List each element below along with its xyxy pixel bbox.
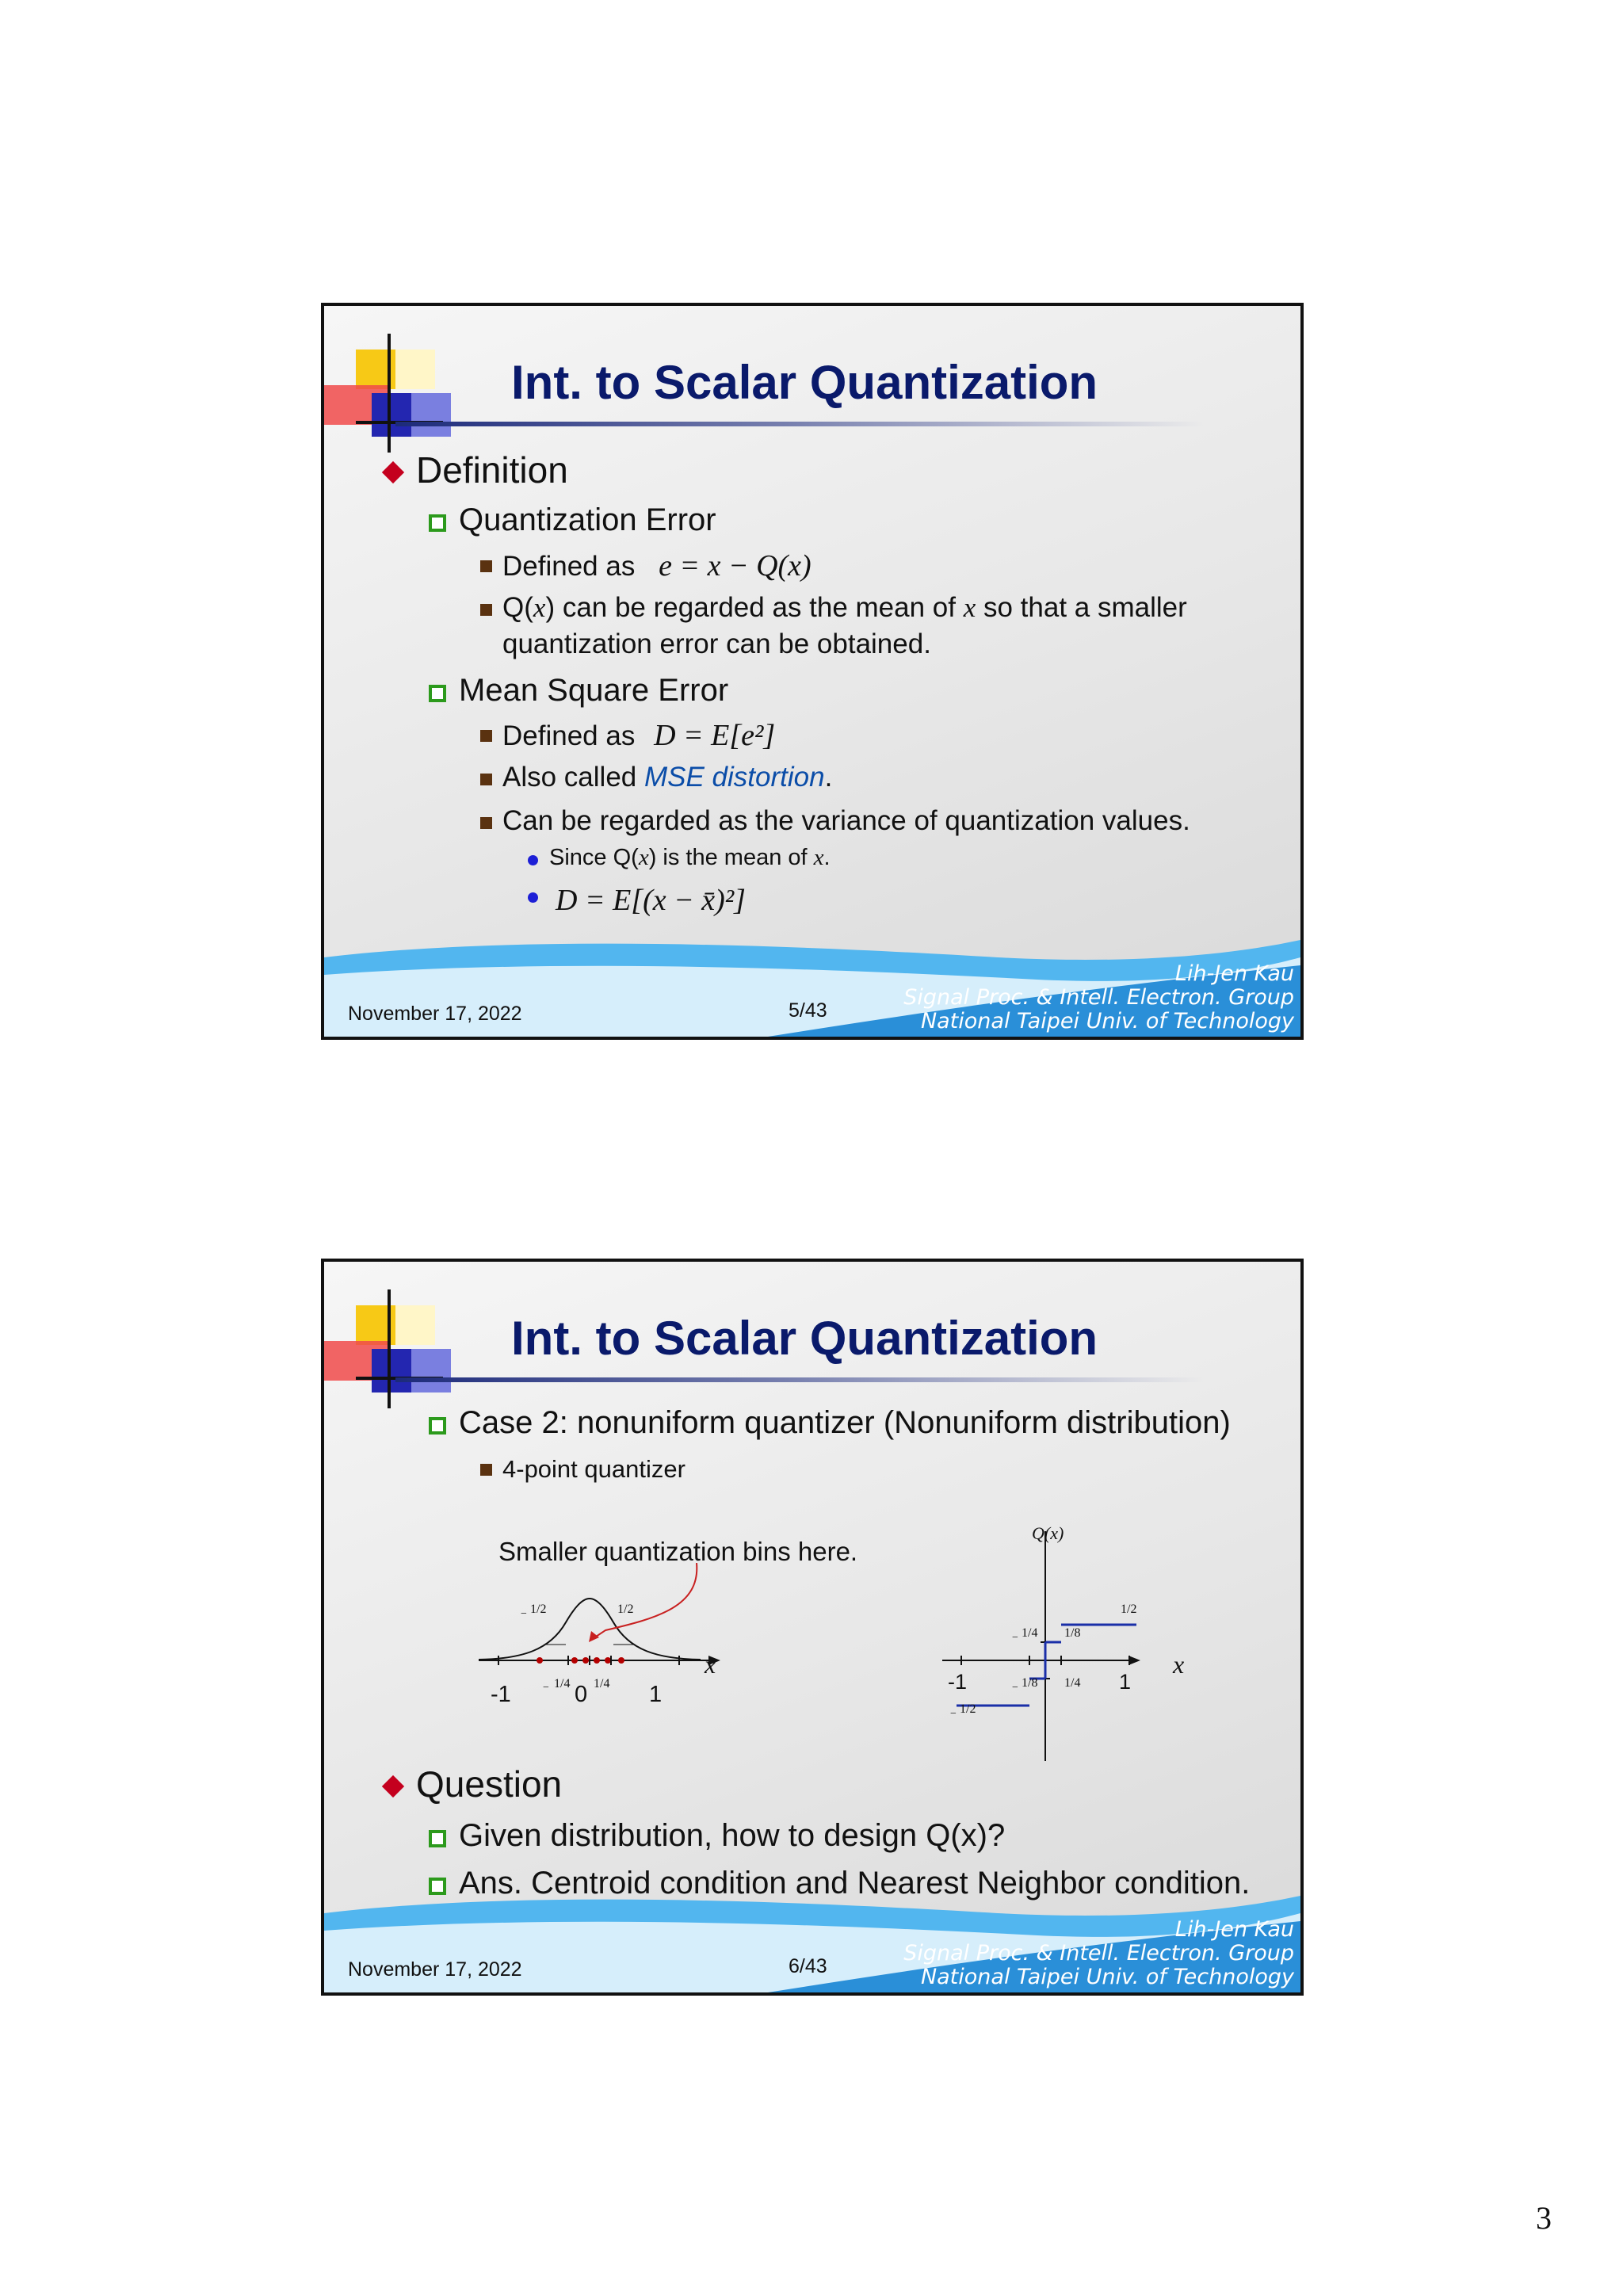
right-axis-x-label: x <box>1173 1650 1185 1679</box>
slide-logo-icon <box>324 1262 459 1412</box>
right-frac-neg-eighth: 1/8 <box>1022 1676 1038 1690</box>
diamond-bullet-icon <box>382 461 404 483</box>
right-tick-1: 1 <box>1119 1670 1132 1694</box>
square-bullet-icon <box>429 685 446 702</box>
text-part: ) is the mean of <box>648 845 814 870</box>
solid-bullet-icon <box>480 1464 492 1476</box>
author-name: Lih-Jen Kau <box>1174 1917 1294 1942</box>
right-frac-half-pos: 1/2 <box>1121 1603 1137 1616</box>
author-school: National Taipei Univ. of Technology <box>920 1009 1294 1033</box>
right-frac-pos-eighth: 1/8 <box>1064 1626 1081 1640</box>
left-half-minus: − <box>521 1608 527 1620</box>
slide-title: Int. to Scalar Quantization <box>511 1312 1098 1365</box>
left-half-pos: 1/2 <box>617 1603 634 1616</box>
left-tick-minus-1: -1 <box>491 1682 511 1707</box>
left-frac-quarter: 1/4 <box>594 1677 610 1690</box>
bullet-since-q <box>549 845 831 871</box>
bullet-variance: Can be regarded as the variance of quantization values. <box>502 805 1190 836</box>
slide-6 <box>321 1259 1304 1996</box>
author-school: National Taipei Univ. of Technology <box>920 1965 1294 1989</box>
solid-bullet-icon <box>480 730 492 742</box>
right-frac-half-neg: 1/2 <box>960 1702 976 1716</box>
author-name: Lih-Jen Kau <box>1174 961 1294 986</box>
right-frac-minus: − <box>1012 1682 1018 1694</box>
left-tick-0: 0 <box>575 1682 588 1707</box>
bullet-given-distribution: Given distribution, how to design Q(x)? <box>459 1818 1006 1853</box>
title-rule <box>395 1377 1204 1382</box>
dot-bullet-icon <box>528 892 538 903</box>
left-half-neg: 1/2 <box>530 1603 547 1616</box>
dot-bullet-icon <box>528 855 538 865</box>
slide-logo-icon <box>324 306 459 457</box>
text-part: . <box>823 845 831 870</box>
slide-5 <box>321 303 1304 1040</box>
text-part: . <box>824 762 833 793</box>
solid-bullet-icon <box>480 604 492 616</box>
bullet-mean-square-error: Mean Square Error <box>459 673 729 708</box>
title-rule <box>395 422 1204 426</box>
page-number: 3 <box>1536 2200 1552 2236</box>
text-part: ) can be regarded as the mean of <box>545 592 964 623</box>
bullet-4-point: 4-point quantizer <box>502 1455 685 1483</box>
footer-author <box>903 1918 1294 1989</box>
slide-title: Int. to Scalar Quantization <box>511 356 1098 409</box>
right-frac-pos-quarter: 1/4 <box>1064 1676 1081 1690</box>
equation-e: e = x − Q(x) <box>659 549 812 583</box>
bullet-definition: Definition <box>416 449 568 491</box>
square-bullet-icon <box>429 514 446 532</box>
diamond-bullet-icon <box>382 1775 404 1797</box>
left-frac-minus: − <box>543 1682 549 1694</box>
math-var: x <box>638 845 649 870</box>
math-var: x <box>533 592 546 623</box>
footer-date: November 17, 2022 <box>348 1958 522 1981</box>
bullet-answer: Ans. Centroid condition and Nearest Neighbor condition. <box>459 1866 1251 1901</box>
bullet-defined-as-e <box>502 548 812 583</box>
math-var: x <box>963 592 976 623</box>
bullet-question: Question <box>416 1763 563 1805</box>
left-tick-1: 1 <box>649 1682 663 1707</box>
equation-d: D = E[e²] <box>654 719 776 752</box>
bullet-case-2: Case 2: nonuniform quantizer (Nonuniform distribution) <box>459 1405 1231 1440</box>
right-frac-neg-quarter: 1/4 <box>1022 1626 1038 1640</box>
right-frac-minus: − <box>950 1708 957 1720</box>
right-y-label: Q(x) <box>1032 1523 1064 1543</box>
right-frac-minus: − <box>1012 1632 1018 1644</box>
solid-bullet-icon <box>480 817 492 829</box>
text-part: Q( <box>502 592 533 623</box>
right-tick-minus-1: -1 <box>948 1670 968 1694</box>
left-frac-neg-quarter: 1/4 <box>554 1677 571 1690</box>
bullet-mse-distortion <box>502 762 832 793</box>
equation-variance: D = E[(x − x̄)²] <box>556 884 746 917</box>
figure-annotation: Smaller quantization bins here. <box>498 1537 858 1566</box>
distribution-figure <box>475 1563 744 1721</box>
bullet-quantization-error: Quantization Error <box>459 502 716 537</box>
square-bullet-icon <box>429 1830 446 1847</box>
bullet-text: Defined as <box>502 720 636 751</box>
solid-bullet-icon <box>480 560 492 572</box>
bullet-q-mean <box>502 592 1187 624</box>
emphasis-text: MSE distortion <box>643 762 825 793</box>
author-group: Signal Proc. & Intell. Electron. Group <box>903 1941 1294 1966</box>
square-bullet-icon <box>429 1417 446 1435</box>
footer-page: 5/43 <box>789 999 827 1022</box>
math-var: x <box>813 845 824 870</box>
text-part: so that a smaller <box>976 592 1187 623</box>
bullet-text: Also called <box>502 762 644 793</box>
left-axis-x-label: x <box>705 1650 716 1679</box>
bullet-defined-as-d <box>502 718 775 753</box>
solid-bullet-icon <box>480 774 492 785</box>
bullet-text: Defined as <box>502 551 636 582</box>
author-group: Signal Proc. & Intell. Electron. Group <box>903 985 1294 1010</box>
footer-author <box>903 962 1294 1033</box>
footer-date: November 17, 2022 <box>348 1003 522 1025</box>
quantizer-figure <box>934 1523 1235 1777</box>
bullet-q-mean-line2: quantization error can be obtained. <box>502 628 931 659</box>
footer-page: 6/43 <box>789 1955 827 1977</box>
text-part: Since Q( <box>549 845 639 870</box>
